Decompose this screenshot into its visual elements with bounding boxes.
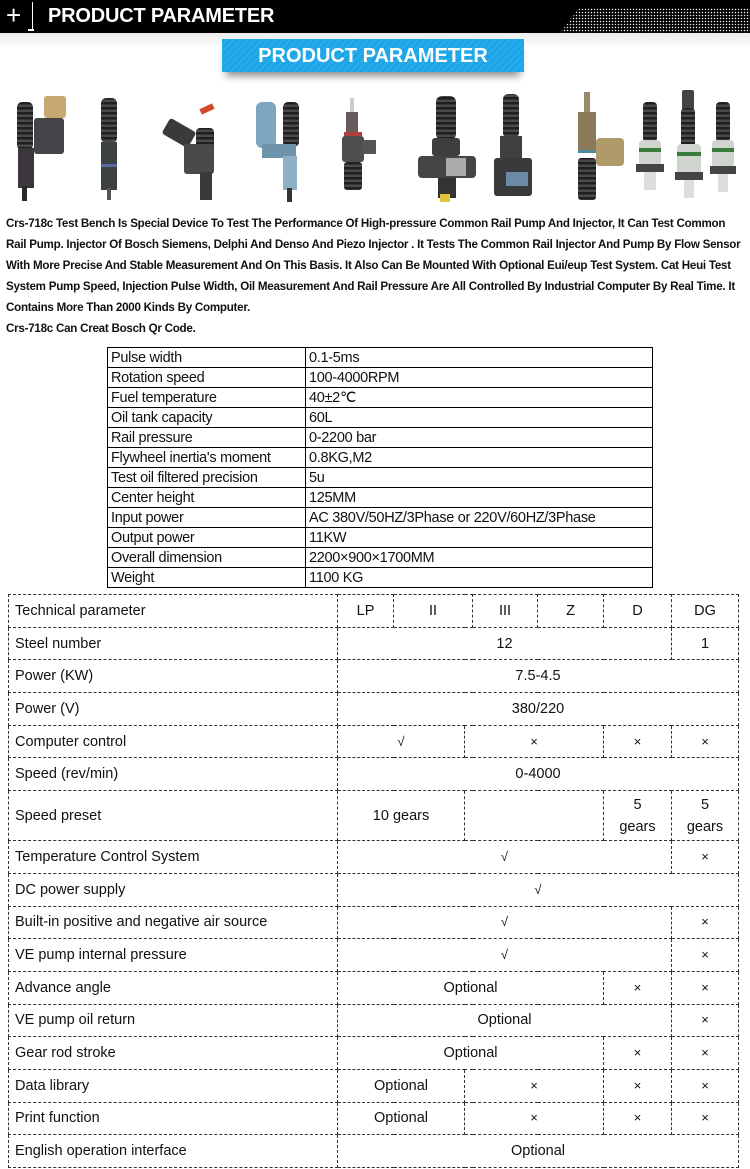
cross-mark: × <box>604 971 672 1004</box>
cross-mark: × <box>604 725 672 758</box>
technical-parameter-table <box>8 594 739 1168</box>
cell-value: Optional <box>338 1004 672 1037</box>
cell-value <box>465 791 604 841</box>
table-row <box>108 348 653 368</box>
cell-value: 7.5-4.5 <box>338 660 739 693</box>
cell-value <box>672 791 739 841</box>
cell-value: Optional <box>338 1135 739 1168</box>
cross-mark: × <box>672 1069 739 1102</box>
table-row <box>9 791 739 841</box>
spec-value: 0-2200 bar <box>306 428 653 448</box>
header-divider <box>32 2 33 31</box>
banner-title: PRODUCT PARAMETER <box>258 45 488 67</box>
table-row <box>9 939 739 972</box>
column-header-d: D <box>604 595 672 628</box>
spec-key: Rail pressure <box>108 428 306 448</box>
cross-mark: × <box>465 1102 604 1135</box>
spec-value: 125MM <box>306 488 653 508</box>
cell-value <box>604 791 672 841</box>
table-row <box>108 488 653 508</box>
column-header-label: Technical parameter <box>9 595 338 628</box>
row-label: Speed (rev/min) <box>9 758 338 791</box>
cell-value: Optional <box>338 1037 604 1070</box>
header-divider-foot <box>28 29 34 31</box>
row-label: Print function <box>9 1102 338 1135</box>
table-row <box>9 1135 739 1168</box>
row-label: English operation interface <box>9 1135 338 1168</box>
spec-value: 5u <box>306 468 653 488</box>
row-label: Power (KW) <box>9 660 338 693</box>
product-image-strip <box>0 82 750 207</box>
cross-mark: × <box>604 1069 672 1102</box>
spec-value: 2200×900×1700MM <box>306 548 653 568</box>
spec-value: 0.8KG,M2 <box>306 448 653 468</box>
table-row <box>9 971 739 1004</box>
column-header-iii: III <box>473 595 538 628</box>
table-row <box>9 693 739 726</box>
cell-value: Optional <box>338 1102 465 1135</box>
spec-key: Center height <box>108 488 306 508</box>
row-label: Data library <box>9 1069 338 1102</box>
check-mark: √ <box>338 873 739 906</box>
cross-mark: × <box>672 725 739 758</box>
plus-icon[interactable]: + <box>6 0 22 30</box>
table-row <box>9 841 739 874</box>
cross-mark: × <box>604 1037 672 1070</box>
row-label: Steel number <box>9 627 338 660</box>
cross-mark: × <box>672 906 739 939</box>
row-label: VE pump internal pressure <box>9 939 338 972</box>
table-row <box>108 408 653 428</box>
spec-key: Fuel temperature <box>108 388 306 408</box>
row-label: Computer control <box>9 725 338 758</box>
dot-pattern-decoration <box>560 8 750 33</box>
gear-unit: gears <box>686 818 724 835</box>
cross-mark: × <box>465 725 604 758</box>
row-label: DC power supply <box>9 873 338 906</box>
spec-value: 11KW <box>306 528 653 548</box>
cross-mark: × <box>672 939 739 972</box>
table-row <box>108 388 653 408</box>
cell-value: Optional <box>338 971 604 1004</box>
table-header-row <box>9 595 739 628</box>
gear-count: 5 <box>633 796 642 813</box>
cross-mark: × <box>604 1102 672 1135</box>
cross-mark: × <box>465 1069 604 1102</box>
gear-count: 5 <box>700 796 710 813</box>
injector-images <box>0 82 750 207</box>
description-note: Crs-718c Can Creat Bosch Qr Code. <box>6 322 196 335</box>
spec-value: 60L <box>306 408 653 428</box>
spec-key: Overall dimension <box>108 548 306 568</box>
row-label: Power (V) <box>9 693 338 726</box>
check-mark: √ <box>338 841 672 874</box>
spec-table <box>107 347 653 588</box>
spec-key: Flywheel inertia's moment <box>108 448 306 468</box>
table-row <box>9 906 739 939</box>
table-row <box>108 508 653 528</box>
spec-value: 1100 KG <box>306 568 653 588</box>
check-mark: √ <box>338 725 465 758</box>
row-label: Speed preset <box>9 791 338 841</box>
cell-value: 12 <box>338 627 672 660</box>
table-row <box>108 528 653 548</box>
check-mark: √ <box>338 906 672 939</box>
table-row <box>108 448 653 468</box>
spec-value: 0.1-5ms <box>306 348 653 368</box>
cross-mark: × <box>672 971 739 1004</box>
product-parameter-banner <box>222 39 524 72</box>
table-row <box>9 1004 739 1037</box>
spec-key: Rotation speed <box>108 368 306 388</box>
table-row <box>9 627 739 660</box>
spec-value: 40±2℃ <box>306 388 653 408</box>
table-row <box>9 1069 739 1102</box>
row-label: VE pump oil return <box>9 1004 338 1037</box>
cell-value: 380/220 <box>338 693 739 726</box>
cell-value: 1 <box>672 627 739 660</box>
column-header-dg: DG <box>672 595 739 628</box>
table-row <box>9 758 739 791</box>
table-row <box>9 725 739 758</box>
row-label: Advance angle <box>9 971 338 1004</box>
table-row <box>108 428 653 448</box>
cell-value: Optional <box>338 1069 465 1102</box>
table-row <box>9 1037 739 1070</box>
column-header-ii: II <box>394 595 473 628</box>
spec-key: Input power <box>108 508 306 528</box>
cross-mark: × <box>672 1037 739 1070</box>
cross-mark: × <box>672 1102 739 1135</box>
description-paragraph: Crs-718c Test Bench Is Special Device To Test The Performance Of High-pressure Common Rail Pump And Injector, It Can Test Common Rail Pump. Injector Of Bosch Siemens, Delphi And Denso And Piezo Injector . It Tests The Common Rail Injector And Pump By Flow Sensor With More Precise And Stable Measurement And On This Basis. It Also Can Be Mounted With Optional Eui/eup Test System. Cat Heui Test System Pump Speed, Injection Pulse Width, Oil Measurement And Rail Pressure Are All Controlled By Industrial Computer By Real Time. It Contains More Than 2000 Kinds By Computer. <box>6 217 741 314</box>
row-label: Built-in positive and negative air source <box>9 906 338 939</box>
cell-value: 10 gears <box>338 791 465 841</box>
table-row <box>9 1102 739 1135</box>
table-row <box>9 660 739 693</box>
column-header-lp: LP <box>338 595 394 628</box>
table-row <box>108 468 653 488</box>
cell-value: 0-4000 <box>338 758 739 791</box>
spec-key: Pulse width <box>108 348 306 368</box>
spec-key: Output power <box>108 528 306 548</box>
table-row <box>108 368 653 388</box>
spec-key: Weight <box>108 568 306 588</box>
gear-unit: gears <box>619 818 656 835</box>
table-row <box>108 568 653 588</box>
spec-value: 100-4000RPM <box>306 368 653 388</box>
spec-key: Oil tank capacity <box>108 408 306 428</box>
row-label: Gear rod stroke <box>9 1037 338 1070</box>
row-label: Temperature Control System <box>9 841 338 874</box>
spec-key: Test oil filtered precision <box>108 468 306 488</box>
check-mark: √ <box>338 939 672 972</box>
product-description <box>6 213 746 339</box>
cross-mark: × <box>672 1004 739 1037</box>
spec-value: AC 380V/50HZ/3Phase or 220V/60HZ/3Phase <box>306 508 653 528</box>
table-row <box>108 548 653 568</box>
cross-mark: × <box>672 841 739 874</box>
section-title: PRODUCT PARAMETER <box>48 5 275 27</box>
table-row <box>9 873 739 906</box>
section-header-bar <box>0 0 750 33</box>
column-header-z: Z <box>538 595 604 628</box>
